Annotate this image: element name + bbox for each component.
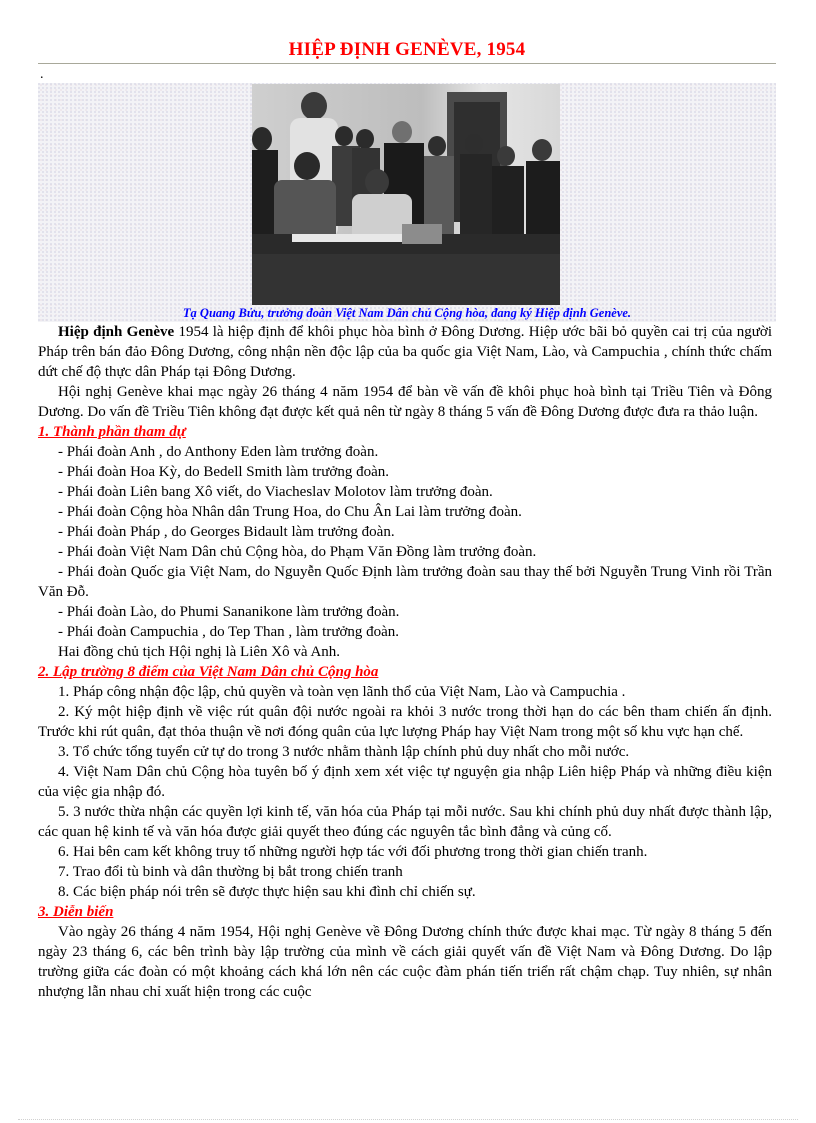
- figure-container: [38, 83, 776, 322]
- list-item: 7. Trao đổi tù binh và dân thường bị bắt trong chiến tranh: [58, 864, 403, 880]
- page-bottom-divider: [18, 1119, 798, 1120]
- intro-lead-bold: Hiệp định Genève: [58, 324, 175, 340]
- list-item: 5. 3 nước thừa nhận các quyền lợi kinh tế, văn hóa của Pháp tại mỗi nước. Sau khi chính phủ duy nhất được thành lập, các quan hệ kinh tế và văn hóa được giải quyết theo đúng các nguyên tắc bình đẳng và củng cố.: [38, 804, 772, 840]
- intro-paragraph-2: [38, 382, 772, 422]
- list-item: 8. Các biện pháp nói trên sẽ được thực hiện sau khi đình chỉ chiến sự.: [58, 884, 476, 900]
- title-divider: [38, 63, 776, 64]
- developments-paragraph: Vào ngày 26 tháng 4 năm 1954, Hội nghị Genève về Đông Dương chính thức được khai mạc. Từ ngày 8 tháng 5 đến ngày 23 tháng 6, các bên trình bày lập trường của mình về cách giải quyết vấn đề Việt Nam và Đông Dương. Do lập trường giữa các đoàn có một khoảng cách khá lớn nên các cuộc đàm phán tiến triển rất chậm chạp. Tuy nhiên, sự nhân nhượng lẫn nhau chỉ xuất hiện trong các cuộc: [38, 924, 772, 1000]
- list-item: - Phái đoàn Cộng hòa Nhân dân Trung Hoa, do Chu Ân Lai làm trưởng đoàn.: [58, 504, 522, 520]
- list-item: Hai đồng chủ tịch Hội nghị là Liên Xô và Anh.: [58, 644, 341, 660]
- photo-caption: Tạ Quang Bửu, trưởng đoàn Việt Nam Dân chủ Cộng hòa, đang ký Hiệp định Genève.: [182, 306, 632, 320]
- document-title: HIỆP ĐỊNH GENÈVE, 1954: [288, 39, 526, 60]
- list-item: 3. Tổ chức tổng tuyển cử tự do trong 3 nước nhằm thành lập chính phủ duy nhất cho mỗi nước.: [58, 744, 630, 760]
- list-item: - Phái đoàn Hoa Kỳ, do Bedell Smith làm trưởng đoàn.: [58, 464, 390, 480]
- intro-text: 1954 là hiệp định để khôi phục hòa bình ở Đông Dương. Hiệp ước bãi bỏ quyền cai trị của người Pháp trên bán đảo Đông Dương, công nhận nền độc lập của ba quốc gia Việt Nam, Lào, và Campuchia , chính thức chấm dứt chế độ thực dân Pháp tại Đông Dương.: [38, 324, 772, 380]
- list-item: - Phái đoàn Pháp , do Georges Bidault làm trưởng đoàn.: [58, 524, 395, 540]
- paragraph-marker: .: [40, 67, 44, 82]
- section-heading-eight-points: 2. Lập trường 8 điểm của Việt Nam Dân chủ Cộng hòa: [38, 664, 379, 680]
- list-item: 6. Hai bên cam kết không truy tố những người hợp tác với đối phương trong thời gian chiến tranh.: [58, 844, 648, 860]
- list-item: 1. Pháp công nhận độc lập, chủ quyền và toàn vẹn lãnh thổ của Việt Nam, Lào và Campuchia .: [58, 684, 626, 700]
- list-item: 2. Ký một hiệp định về việc rút quân đội nước ngoài ra khỏi 3 nước trong thời hạn do các bên tham chiến ấn định. Trước khi rút quân, đạt thỏa thuận về nơi đóng quân của lực lượng Pháp hay Việt Nam trong một số khu vực hạn chế.: [38, 704, 772, 740]
- photo-illustration-icon: [252, 84, 560, 305]
- article-body: [38, 322, 772, 1002]
- signing-photo: [252, 84, 560, 305]
- list-item: - Phái đoàn Việt Nam Dân chủ Cộng hòa, do Phạm Văn Đồng làm trưởng đoàn.: [58, 544, 537, 560]
- intro-paragraph-1: [38, 322, 772, 382]
- list-item: - Phái đoàn Lào, do Phumi Sananikone làm trưởng đoàn.: [58, 604, 400, 620]
- section-heading-participants: 1. Thành phần tham dự: [38, 424, 186, 440]
- intro-text: Hội nghị Genève khai mạc ngày 26 tháng 4 năm 1954 để bàn về vấn đề khôi phục hoà bình tại Triều Tiên và Đông Dương. Do vấn đề Triều Tiên không đạt được kết quả nên từ ngày 8 tháng 5 vấn đề Đông Dương được đưa ra thảo luận.: [38, 384, 772, 420]
- list-item: - Phái đoàn Campuchia , do Tep Than , làm trưởng đoàn.: [58, 624, 400, 640]
- list-item: 4. Việt Nam Dân chủ Cộng hòa tuyên bố ý định xem xét việc tự nguyện gia nhập Liên hiệp Pháp và những điều kiện của việc gia nhập đó.: [38, 764, 772, 800]
- section-heading-developments: 3. Diễn biến: [38, 904, 114, 920]
- list-item: - Phái đoàn Anh , do Anthony Eden làm trưởng đoàn.: [58, 444, 379, 460]
- list-item: - Phái đoàn Liên bang Xô viết, do Viacheslav Molotov làm trưởng đoàn.: [58, 484, 493, 500]
- list-item: - Phái đoàn Quốc gia Việt Nam, do Nguyễn Quốc Định làm trưởng đoàn sau thay thế bởi Nguyễn Trung Vinh rồi Trần Văn Đỗ.: [38, 564, 772, 600]
